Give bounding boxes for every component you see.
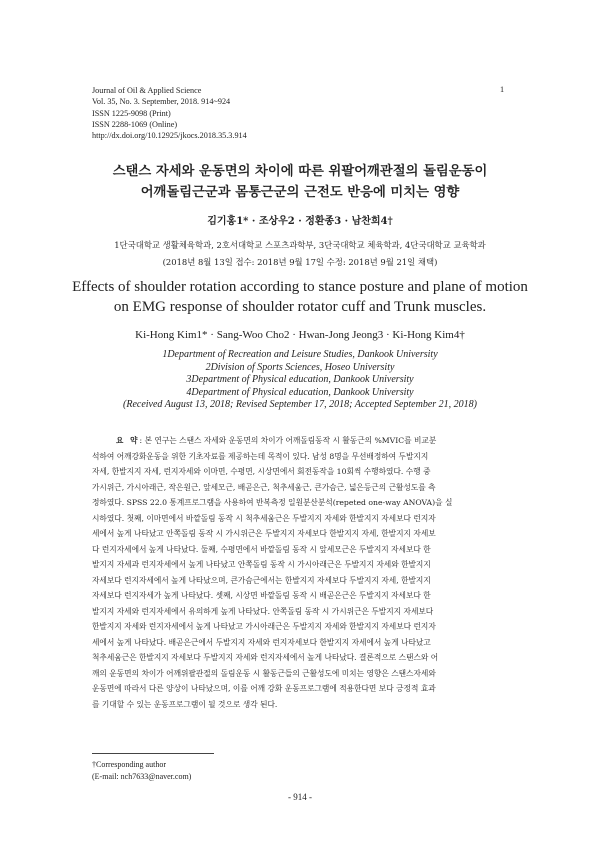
affiliation-2: 2Division of Sports Sciences, Hoseo University (205, 361, 395, 373)
journal-volume: Vol. 35, No. 3. September, 2018. 914~924 (92, 97, 231, 107)
korean-title-line-2: 어깨돌림근군과 몸통근군의 근전도 반응에 미치는 영향 (140, 185, 460, 200)
issn-print: ISSN 1225-9098 (Print) (92, 108, 171, 118)
korean-title-line-1: 스탠스 자세와 운동면의 차이에 따른 위팔어깨관절의 돌림운동이 (112, 164, 488, 179)
abstract-line: 시하였다. 첫째, 이마면에서 바깥돌림 동작 시 척추세움근은 두발지지 자세와 한발지지 자세보다 런지자 (92, 513, 436, 523)
affiliation-4: 4Department of Physical education, Dankook University (186, 386, 414, 398)
english-affiliations (40, 349, 560, 412)
journal-masthead (92, 85, 247, 141)
abstract-line: 척추세움근은 한발지지 자세보다 두발지지 자세와 런지자세에서 높게 나타났다. 결론적으로 스탠스와 어 (92, 653, 439, 662)
abstract-line: 자세보다 런지자세가 높게 나타났다. 셋째, 시상면 바깥돌림 동작 시 배곧은근은 두발지지 자세보다 한 (92, 591, 431, 600)
abstract-line: 세에서 높게 나타났고 안쪽돌림 동작 시 가시위근은 두발지지 자세보다 한발지지 자세, 한발지지 자세보 (92, 529, 436, 538)
english-authors: Ki-Hong Kim1* · Sang-Woo Cho2 · Hwan-Jong Jeong3 · Ki-Hong Kim4† (135, 329, 465, 341)
abstract-line: 자세, 한발지지 자세, 런지자세와 이마면, 수평면, 시상면에서 회전동작을 10회씩 수행하였다. 수행 중 (92, 467, 431, 476)
corresponding-author-email: (E-mail: nch7633@naver.com) (92, 771, 192, 781)
abstract-line: 깨의 운동면의 차이가 어깨위팔관절의 돌림운동 시 활동근들의 근활성도에 미치는 영향은 스탠스자세와 (92, 668, 436, 678)
english-title-line-2: on EMG response of shoulder rotator cuff and Trunk muscles. (113, 299, 487, 315)
abstract-line: 한발지지 자세와 런지자세에서 높게 나타났고 가시아래근은 두발지지 자세와 한발지지 자세보다 런지자 (92, 622, 436, 631)
english-title-line-1: Effects of shoulder rotation according to stance posture and plane of motion (72, 279, 528, 295)
abstract-line: 발지지 자세와 런지자세에서 유의하게 높게 나타났다. 안쪽돌림 동작 시 가시위근은 두발지지 자세보다 (92, 606, 434, 616)
abstract-line: 석하여 어깨강화운동을 위한 기초자료를 제공하는데 목적이 있다. 남성 8명을 무선배정하여 두발지지 (92, 451, 429, 461)
english-dates: (Received August 13, 2018; Revised September 17, 2018; Accepted September 21, 2018) (123, 399, 477, 411)
abstract-line: 발지지 자세과 런지자세에서 높게 나타났고 안쪽돌림 동작 시 가시아래근은 두발지지 자세와 한발지지 (92, 560, 431, 569)
korean-affiliations: 1단국대학교 생활체육학과, 2호서대학교 스포츠과학부, 3단국대학교 체육학과, 4단국대학교 교육학과 (114, 240, 486, 250)
doi-link[interactable]: http://dx.doi.org/10.12925/jkocs.2018.35.3.914 (92, 131, 247, 141)
korean-dates: (2018년 8월 13일 접수: 2018년 9월 17일 수정: 2018년 9월 21일 채택) (162, 257, 438, 267)
footnote-divider (92, 753, 214, 754)
page-marker: 1 (500, 85, 505, 94)
abstract-line: 를 기대할 수 있는 운동프로그램이 될 것으로 생각 된다. (92, 699, 278, 709)
affiliation-3: 3Department of Physical education, Dankook University (186, 374, 414, 386)
abstract-label: 요 약 (116, 436, 140, 445)
affiliation-1: 1Department of Recreation and Leisure Studies, Dankook University (162, 349, 438, 360)
abstract-line: 자세보다 런지자세에서 높게 나타났으며, 큰가슴근에서는 한발지지 자세보다 두발지지 자세, 한발지지 (92, 575, 431, 585)
korean-authors: 김기홍1* · 조상우2 · 정환종3 · 남찬희4† (207, 216, 393, 227)
abstract-line: 다 런지자세에서 높게 나타났다. 둘째, 수평면에서 바깥돌림 동작 시 앞세모근은 두발지지 자세보다 한 (92, 544, 431, 554)
abstract-line: 정하였다. SPSS 22.0 통계프로그램을 사용하여 반복측정 일원분산분석(repeted one-way ANOVA)을 실 (92, 498, 453, 507)
issn-online: ISSN 2288-1069 (Online) (92, 119, 178, 129)
page-number: - 914 - (288, 792, 312, 802)
abstract-line: 세에서 높게 나타났다. 배곧은근에서 두발지지 자세와 런지자세보다 한발지지 자세에서 높게 나타났고 (92, 637, 431, 647)
abstract (92, 433, 510, 712)
corresponding-author-label: †Corresponding author (92, 760, 166, 769)
abstract-line: 운동면에 따라서 다른 양상이 나타났으며, 이를 어깨 강화 운동프로그램에 적용한다면 보다 긍정적 효과 (92, 684, 436, 693)
abstract-line: 가시위근, 가시아래근, 작은원근, 앞세모근, 배곧은근, 척추세움근, 큰가슴근, 넓은등근의 근활성도를 측 (92, 482, 436, 492)
abstract-line: 요 약: 본 연구는 스탠스 자세와 운동면의 차이가 어깨돌림동작 시 활동근의 %MVIC를 비교분 (92, 433, 510, 449)
journal-name: Journal of Oil & Applied Science (92, 86, 202, 95)
footnote (92, 759, 191, 782)
